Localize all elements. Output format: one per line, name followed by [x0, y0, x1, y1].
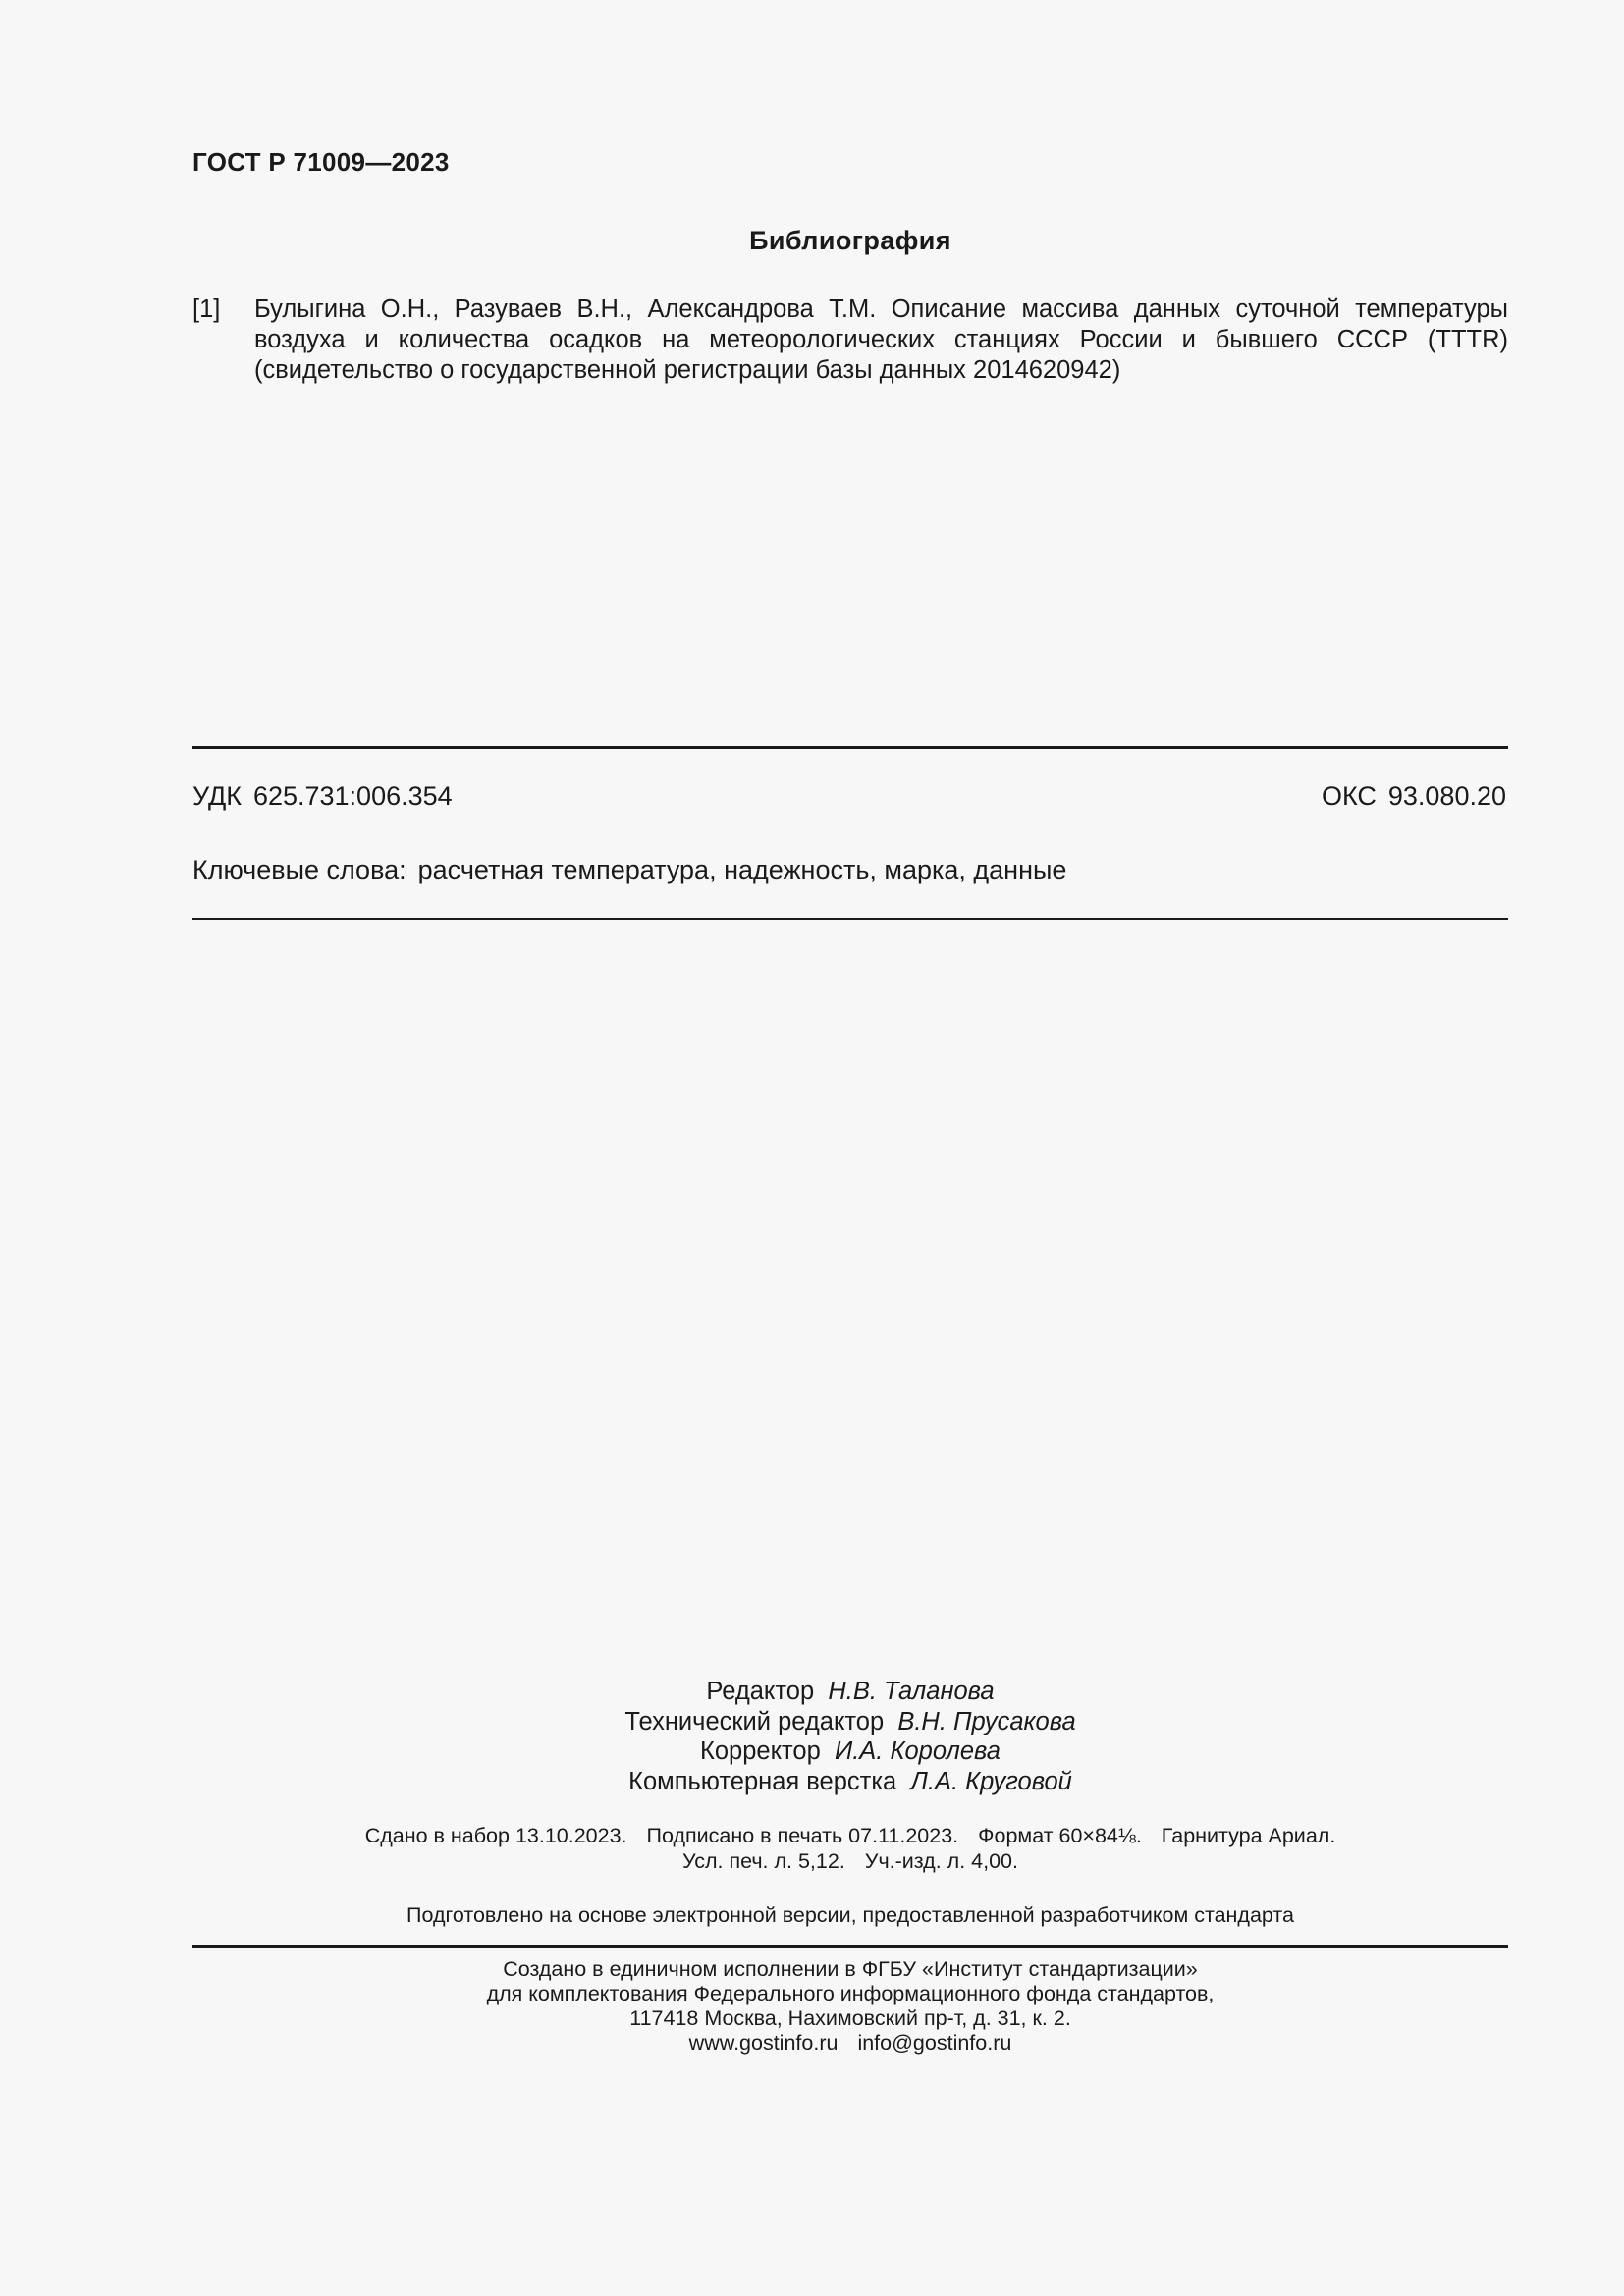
imprint-print-sheets: Усл. печ. л. 5,12. — [681, 1848, 845, 1873]
imprint-block — [192, 1824, 1508, 1874]
credit-role: Компьютерная верстка — [628, 1767, 897, 1795]
credit-name: Н.В. Таланова — [828, 1678, 995, 1705]
keywords-divider — [192, 918, 1508, 920]
credit-role: Технический редактор — [624, 1707, 885, 1735]
oks-label: ОКС — [1321, 781, 1377, 811]
publisher-block — [192, 1957, 1508, 2056]
imprint-publ-sheets: Уч.-изд. л. 4,00. — [864, 1848, 1018, 1873]
credit-name: Л.А. Круговой — [910, 1767, 1072, 1795]
keywords-value: расчетная температура, надежность, марка, данные — [417, 855, 1067, 884]
udk-label: УДК — [192, 781, 242, 811]
bibliography-entry — [192, 294, 1508, 386]
credit-role: Редактор — [706, 1678, 815, 1705]
website-link[interactable]: www.gostinfo.ru — [688, 2031, 839, 2055]
section-title: Библиография — [749, 226, 951, 255]
publisher-line: для комплектования Федерального информационного фонда стандартов, — [486, 1982, 1215, 2005]
imprint-format: Формат 60×84⅛. — [978, 1824, 1142, 1847]
credit-line — [192, 1736, 1508, 1767]
email-link[interactable]: info@gostinfo.ru — [857, 2031, 1012, 2055]
credit-line — [192, 1767, 1508, 1797]
keywords — [192, 855, 1066, 885]
imprint-signed: Подписано в печать 07.11.2023. — [646, 1824, 959, 1847]
publisher-line: Создано в единичном исполнении в ФГБУ «Институт стандартизации» — [503, 1957, 1198, 1981]
credit-name: В.Н. Прусакова — [897, 1707, 1076, 1735]
prepared-note: Подготовлено на основе электронной версии, предоставленной разработчиком стандарта — [406, 1903, 1294, 1927]
credit-line — [192, 1677, 1508, 1707]
top-divider — [192, 746, 1508, 749]
publisher-contacts — [192, 2031, 1508, 2056]
keywords-label: Ключевые слова: — [192, 855, 406, 884]
oks-value: 93.080.20 — [1387, 781, 1506, 811]
imprint-line — [192, 1824, 1508, 1849]
bibliography-number: [1] — [192, 295, 221, 323]
imprint-line — [192, 1849, 1508, 1875]
imprint-font: Гарнитура Ариал. — [1161, 1824, 1336, 1847]
udk-code — [192, 781, 453, 812]
publisher-line: 117418 Москва, Нахимовский пр-т, д. 31, к. 2. — [629, 2006, 1071, 2030]
credit-name: И.А. Королева — [834, 1737, 1001, 1765]
credit-line — [192, 1707, 1508, 1737]
credits-block — [192, 1677, 1508, 1796]
oks-code — [1322, 781, 1506, 812]
bibliography-text: Булыгина О.Н., Разуваев В.Н., Александрова Т.М. Описание массива данных суточной температуры воздуха и количества осадков на метеорологических станциях России и бывшего СССР (TTTR) (свидетельство о государственной регистрации базы данных 2014620942) — [254, 295, 1508, 384]
bottom-divider — [192, 1945, 1508, 1948]
credit-role: Корректор — [700, 1737, 821, 1765]
udk-value: 625.731:006.354 — [252, 781, 453, 811]
imprint-typeset: Сдано в набор 13.10.2023. — [364, 1824, 627, 1847]
document-code: ГОСТ Р 71009—2023 — [192, 147, 450, 177]
